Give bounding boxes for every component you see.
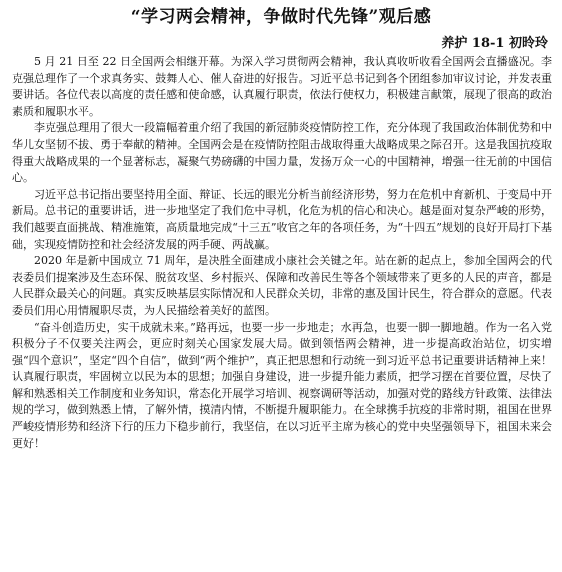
author-line: 养护 18-1 初昤玲 xyxy=(441,36,548,51)
paragraph: 2020 年是新中国成立 71 周年，是决胜全面建成小康社会关键之年。站在新的起点上，参加全国两会的代表委员们提案涉及生态环保、脱贫攻坚、乡村振兴、保障和改善民生等各个领域带来了更多的人民的声音，都是人民群众最关心的问题。真实反映基层实际情况和人民群众关切，非常的惠及国计民生，符合群众的意愿。代表委员们用心用情履职尽责，为人民描绘着美好的蓝图。 xyxy=(12,254,552,317)
paragraph: “奋斗创造历史，实干成就未来。”路再远，也要一步一步地走；水再急，也要一脚一脚地趟。作为一名入党积极分子不仅要关注两会，更应时刻关心国家发展大局。做到领悟两会精神，进一步提高政治站位，切实增强“四个意识”，坚定“四个自信”，做到“两个维护”，真正把思想和行动统一到习近平总书记重要讲话精神上来！认真履行职责，牢固树立以民为本的思想；加强自身建设，进一步提升能力素质，把学习摆在首要位置，尽快了解和熟悉相关工作制度和业务知识，常态化开展学习培训、视察调研等活动，加强对党的路线方针政策、法律法规的学习，做到熟悉上情，了解外情，摸清内情，不断提升履职能力。在全球携手抗疫的非常时期，祖国在世界严峻疫情形势和经济下行的压力下稳步前行，我坚信，在以习近平主席为核心的党中央坚强领导下，祖国未来会更好！ xyxy=(12,320,552,450)
paragraph: 5 月 21 日至 22 日全国两会相继开幕。为深入学习贯彻两会精神，我认真收听收看全国两会直播盛况。李克强总理作了一个求真务实、鼓舞人心、催人奋进的好报告。习近平总书记到各个团组参加审议讨论，并发表重要讲话。各位代表以高度的责任感和使命感，认真履行职责，依法行使权力，积极建言献策，展现了很高的政治素质和履职水平。 xyxy=(12,55,552,118)
document-title: “学习两会精神，争做时代先锋”观后感 xyxy=(130,7,432,27)
paragraph: 李克强总理用了很大一段篇幅着重介绍了我国的新冠肺炎疫情防控工作，充分体现了我国政治体制优势和中华儿女坚韧不拔、勇于奉献的精神。全国两会是在疫情防控阻击战取得重大战略成果之际召开。这是我国抗疫取得重大战略成果的一个显著标志，凝聚气势磅礴的中国力量，发扬万众一心的中国精神，增强一往无前的中国信心。 xyxy=(12,121,552,185)
paragraph: 习近平总书记指出要坚持用全面、辩证、长远的眼光分析当前经济形势，努力在危机中育新机、于变局中开新局。总书记的重要讲话，进一步地坚定了我们危中寻机，化危为机的信心和决心。越是面对复杂严峻的形势，我们越要直面挑战、精准施策，高质量地完成“十三五”收官之年的各项任务，为“十四五”规划的良好开局打下基础，实现疫情防控和社会经济发展的两手硬、两战赢。 xyxy=(12,187,552,251)
document-body xyxy=(12,54,552,452)
